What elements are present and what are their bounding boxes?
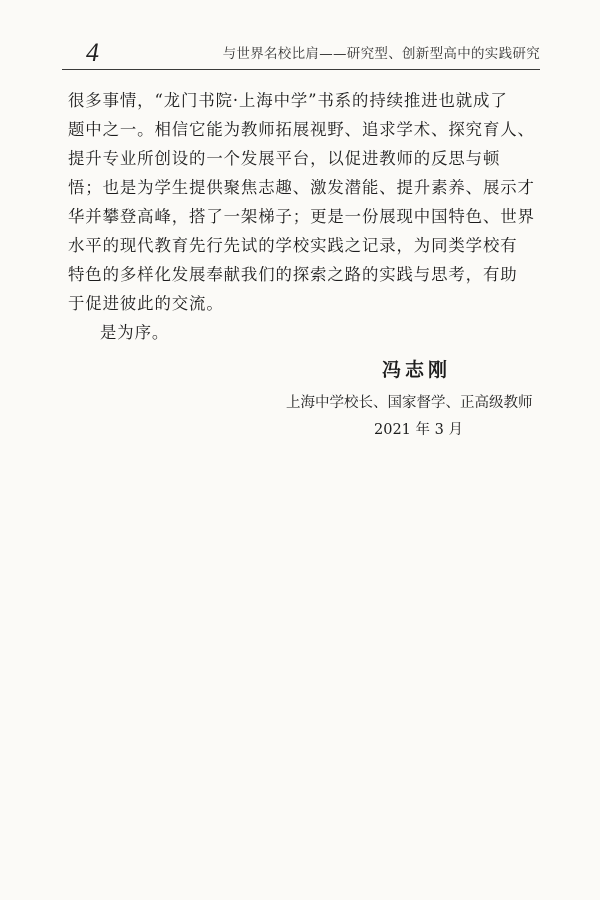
- paragraph-line: 题中之一。相信它能为教师拓展视野、追求学术、探究育人、: [68, 120, 535, 139]
- paragraph-line: 华并攀登高峰，搭了一架梯子；更是一份展现中国特色、世界: [68, 207, 535, 226]
- paragraph-line: 水平的现代教育先行先试的学校实践之记录，为同类学校有: [68, 236, 518, 255]
- running-title: 与世界名校比肩——研究型、创新型高中的实践研究: [222, 46, 540, 62]
- page-header: [62, 38, 540, 72]
- paragraph-line: 提升专业所创设的一个发展平台，以促进教师的反思与顿: [68, 149, 501, 168]
- paragraph-line: 于促进彼此的交流。: [68, 294, 224, 313]
- header-divider: [62, 69, 540, 70]
- paragraph-line: 悟；也是为学生提供聚焦志趣、激发潜能、提升素养、展示才: [68, 178, 535, 197]
- paragraph-line: 很多事情，“龙门书院·上海中学”书系的持续推进也就成了: [68, 91, 508, 110]
- author-name: 冯志刚: [382, 359, 452, 381]
- preface-body: [68, 86, 542, 347]
- page-number: 4: [86, 38, 99, 67]
- signature-date: 2021 年 3 月: [374, 422, 463, 438]
- paragraph-line: 特色的多样化发展奉献我们的探索之路的实践与思考，有助: [68, 265, 518, 284]
- closing-line: 是为序。: [100, 323, 170, 342]
- author-title: 上海中学校长、国家督学、正高级教师: [286, 395, 533, 411]
